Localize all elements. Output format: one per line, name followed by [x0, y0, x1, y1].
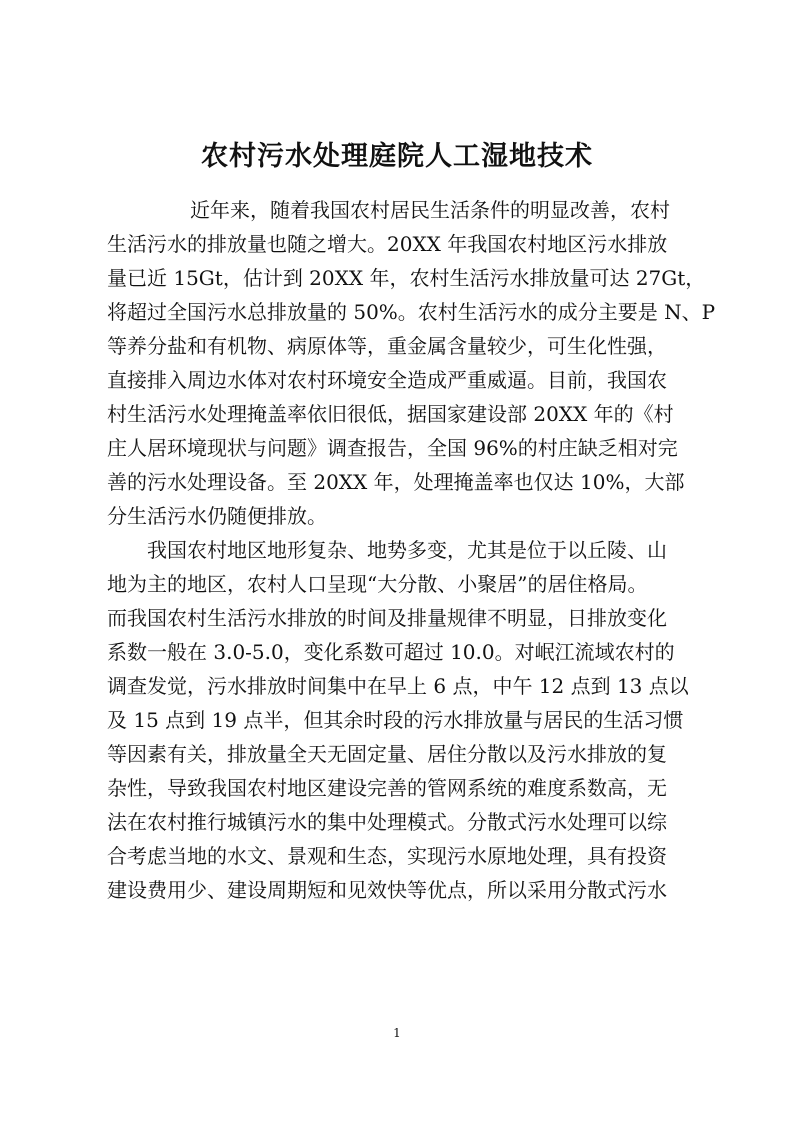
text-line: 杂性，导致我国农村地区建设完善的管网系统的难度系数高，无 — [107, 776, 667, 800]
text-line: 法在农村推行城镇污水的集中处理模式。分散式污水处理可以综 — [107, 810, 667, 834]
text-line: 庄人居环境现状与问题》调查报告，全国 96%的村庄缺乏相对完 — [107, 436, 678, 460]
text-line: 等养分盐和有机物、病原体等，重金属含量较少，可生化性强， — [107, 334, 667, 358]
text-line: 系数一般在 3.0-5.0，变化系数可超过 10.0。对岷江流域农村的 — [107, 640, 675, 664]
text-line: 村生活污水处理掩盖率依旧很低，据国家建设部 20XX 年的《村 — [107, 402, 674, 426]
text-line: 直接排入周边水体对农村环境安全造成严重威逼。目前，我国农 — [107, 368, 667, 392]
text-line: 量已近 15Gt，估计到 20XX 年，农村生活污水排放量可达 27Gt， — [107, 266, 706, 290]
text-line: 而我国农村生活污水排放的时间及排量规律不明显，日排放变化 — [107, 606, 667, 630]
text-line: 生活污水的排放量也随之增大。20XX 年我国农村地区污水排放 — [107, 232, 668, 256]
text-line: 及 15 点到 19 点半，但其余时段的污水排放量与居民的生活习惯 — [107, 708, 684, 732]
text-line: 合考虑当地的水文、景观和生态，实现污水原地处理，具有投资 — [107, 844, 667, 868]
text-line: 分生活污水仍随便排放。 — [107, 504, 327, 528]
text-line: 近年来，随着我国农村居民生活条件的明显改善，农村 — [190, 198, 670, 222]
text-line: 调查发觉，污水排放时间集中在早上 6 点，中午 12 点到 13 点以 — [107, 674, 689, 698]
page-number: 1 — [393, 1026, 401, 1040]
document-title: 农村污水处理庭院人工湿地技术 — [201, 141, 593, 172]
text-line: 善的污水处理设备。至 20XX 年，处理掩盖率也仅达 10%，大部 — [107, 470, 685, 494]
text-line: 我国农村地区地形复杂、地势多变，尤其是位于以丘陵、山 — [147, 538, 667, 562]
text-line: 建设费用少、建设周期短和见效快等优点，所以采用分散式污水 — [107, 878, 667, 902]
text-line: 等因素有关，排放量全天无固定量、居住分散以及污水排放的复 — [107, 742, 667, 766]
text-line: 将超过全国污水总排放量的 50%。农村生活污水的成分主要是 N、P — [107, 300, 716, 324]
text-line: 地为主的地区，农村人口呈现“大分散、小聚居”的居住格局。 — [107, 572, 648, 596]
